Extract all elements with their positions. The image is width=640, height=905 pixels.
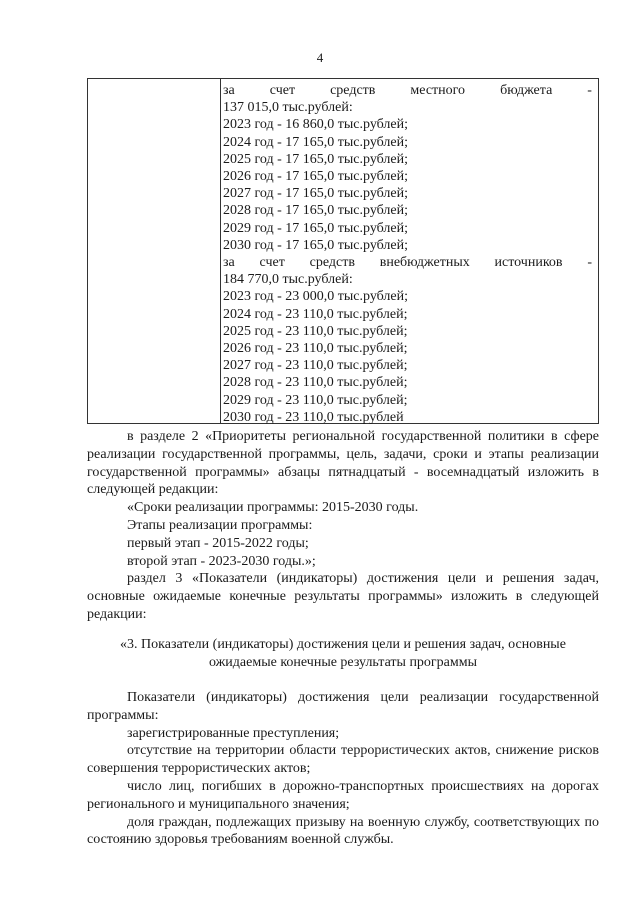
amendments-text	[87, 428, 599, 624]
section2-intro-paragraph: в разделе 2 «Приоритеты региональной государственной политики в сфере реализации государственной программы, цель, задачи, сроки и этапы реализации государственной программы» абзацы пятнадцатый - восемнадцатый изложить в следующей редакции:	[87, 429, 599, 498]
page-number: 4	[316, 50, 324, 65]
indicator-item: зарегистрированные преступления;	[127, 725, 340, 741]
stage-two-paragraph: второй этап - 2023-2030 годы.»;	[127, 553, 316, 569]
stage-one-paragraph: первый этап - 2015-2022 годы;	[127, 535, 309, 551]
extra-budget-year: 2029 год - 23 110,0 тыс.рублей;	[223, 392, 408, 408]
local-budget-year: 2027 год - 17 165,0 тыс.рублей;	[223, 186, 409, 202]
local-budget-year: 2025 год - 17 165,0 тыс.рублей;	[223, 151, 409, 167]
extra-budget-year: 2028 год - 23 110,0 тыс.рублей;	[223, 375, 408, 391]
indicator-item: доля граждан, подлежащих призыву на военную службу, соответствующих по состоянию здоровья требованиям военной службы.	[87, 814, 599, 848]
terms-paragraph: «Сроки реализации программы: 2015-2030 годы.	[127, 500, 419, 516]
local-budget-lead: за счет средств местного бюджета -	[223, 83, 592, 98]
extra-budget-year: 2030 год - 23 110,0 тыс.рублей	[223, 409, 404, 425]
local-budget-year: 2028 год - 17 165,0 тыс.рублей;	[223, 203, 409, 219]
stages-paragraph: Этапы реализации программы:	[127, 517, 313, 533]
local-budget-total: 137 015,0 тыс.рублей:	[223, 100, 353, 116]
table-column-divider	[220, 79, 221, 423]
indicator-item: число лиц, погибших в дорожно-транспортных происшествиях на дорогах регионального и муниципального значения;	[87, 778, 599, 812]
local-budget-year: 2026 год - 17 165,0 тыс.рублей;	[223, 169, 409, 185]
extra-budget-year: 2027 год - 23 110,0 тыс.рублей;	[223, 358, 408, 374]
extra-budget-total: 184 770,0 тыс.рублей:	[223, 272, 353, 288]
extra-budget-year: 2025 год - 23 110,0 тыс.рублей;	[223, 323, 408, 339]
section-heading: «3. Показатели (индикаторы) достижения цели и решения задач, основные ожидаемые конечные результаты программы	[120, 637, 566, 670]
section3-intro-paragraph: раздел 3 «Показатели (индикаторы) достижения цели и решения задач, основные ожидаемые конечные результаты программы» изложить в следующей редакции:	[87, 571, 599, 622]
local-budget-year: 2029 год - 17 165,0 тыс.рублей;	[223, 220, 409, 236]
extra-budget-year: 2024 год - 23 110,0 тыс.рублей;	[223, 306, 408, 322]
local-budget-year: 2023 год - 16 860,0 тыс.рублей;	[223, 117, 409, 133]
indicators-intro: Показатели (индикаторы) достижения цели реализации государственной программы:	[87, 690, 599, 723]
indicator-item: отсутствие на территории области террористических актов, снижение рисков совершения террористических актов;	[87, 743, 599, 777]
local-budget-year: 2030 год - 17 165,0 тыс.рублей;	[223, 237, 409, 253]
extra-budget-year: 2026 год - 23 110,0 тыс.рублей;	[223, 341, 408, 357]
local-budget-year: 2024 год - 17 165,0 тыс.рублей;	[223, 134, 409, 150]
funding-table	[87, 78, 599, 424]
extra-budget-year: 2023 год - 23 000,0 тыс.рублей;	[223, 289, 409, 305]
funding-cell	[223, 82, 592, 426]
indicators-text	[87, 689, 599, 849]
extra-budget-lead: за счет средств внебюджетных источников -	[223, 255, 592, 271]
